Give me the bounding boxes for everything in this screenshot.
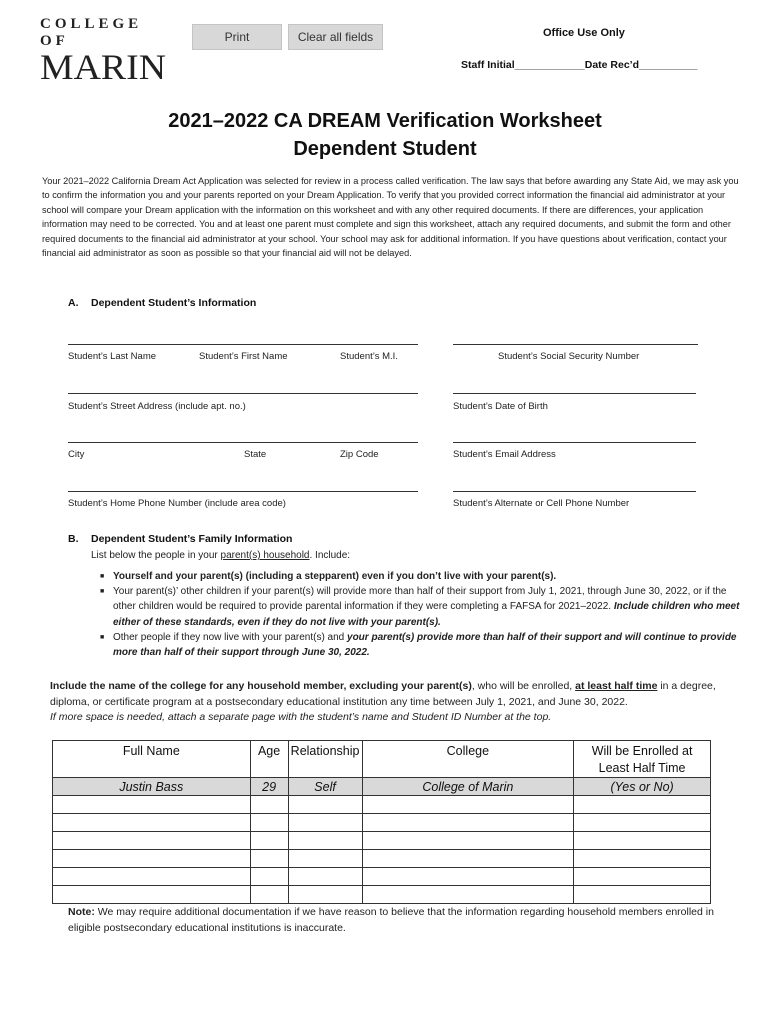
table-cell: College of Marin [362,778,574,796]
table-cell[interactable] [288,814,362,832]
cell-phone-field[interactable] [453,491,696,492]
table-row [53,850,711,868]
table-row [53,796,711,814]
email-field[interactable] [453,442,696,443]
table-cell: Self [288,778,362,796]
city-state-zip-field[interactable] [68,442,418,443]
table-cell[interactable] [250,832,288,850]
include-mid: , who will be enrolled, [471,680,576,692]
table-row-example [53,778,711,796]
table-cell: (Yes or No) [574,778,711,796]
table-cell[interactable] [53,886,251,904]
table-cell[interactable] [250,868,288,886]
table-cell[interactable] [250,796,288,814]
include-list [100,569,740,660]
list-item: ■ Yourself and your parent(s) (including a stepparent) even if you don’t live with your parent(s). [100,569,740,584]
college-logo [40,16,170,87]
table-cell[interactable] [53,832,251,850]
page-title: 2021–2022 CA DREAM Verification Worksheet [168,110,602,132]
section-b-letter: B. [68,533,79,545]
section-a-letter: A. [68,297,79,309]
section-b-intro-before: List below the people in your [91,550,221,561]
bullet3-emphasis: your parent(s) provide more than half of their support and will continue to provide more than half of their support through June 30, 2022. [113,631,737,659]
note-label: Note: [68,906,95,918]
street-address-field[interactable] [68,393,418,394]
logo-text-bottom: MARIN [40,47,167,87]
table-cell[interactable] [53,814,251,832]
household-table [52,740,711,904]
column-header: Relationship [288,741,362,778]
table-cell[interactable] [574,886,711,904]
section-b-intro-after: . Include: [309,550,351,561]
state-label: State [244,449,267,460]
table-cell[interactable] [53,868,251,886]
include-rest: in a degree, diploma, or certificate program at a postsecondary educational institution any time between July 1, 2021, and June 30, 2022. [50,680,716,708]
table-cell[interactable] [362,868,574,886]
ssn-field[interactable] [453,344,698,345]
section-b-title: Dependent Student’s Family Information [91,533,293,545]
office-use-label: Office Use Only [543,27,625,39]
table-cell[interactable] [250,850,288,868]
table-row [53,868,711,886]
table-cell[interactable] [53,796,251,814]
table-cell[interactable] [362,796,574,814]
table-cell[interactable] [250,886,288,904]
table-row [53,814,711,832]
section-b-intro [91,550,350,561]
staff-initial-date-line: Staff Initial____________Date Rec’d__________ [461,59,698,71]
home-phone-field[interactable] [68,491,418,492]
table-cell[interactable] [574,832,711,850]
table-row [53,886,711,904]
table-cell: Justin Bass [53,778,251,796]
note-text: We may require additional documentation if we have reason to believe that the information regarding household members enrolled in eligible postsecondary educational institutions is inaccurate. [68,906,714,934]
table-cell[interactable] [362,814,574,832]
first-name-label: Student’s First Name [199,351,288,362]
table-cell[interactable] [288,832,362,850]
include-italic: If more space is needed, attach a separate page with the student’s name and Student ID Number at the top. [50,711,552,723]
print-button[interactable]: Print [192,24,282,50]
table-cell[interactable] [574,796,711,814]
include-bold: Include the name of the college for any household member, excluding your parent(s) [50,680,472,692]
ssn-label: Student’s Social Security Number [498,351,640,362]
table-cell[interactable] [288,868,362,886]
include-underline: at least half time [575,680,658,692]
intro-paragraph: Your 2021–2022 California Dream Act Application was selected for review in a process called verification. The law says that before awarding any State Aid, we may ask you to confirm the information you and your parents reported on your Dream Application. To verify that you provided correct information the financial aid administrator at your school will compare your Dream application with the information on this worksheet and with any other required documents. If there are differences, your application information may need to be corrected. You and at least one parent must complete and sign this worksheet, attach any required documents, and submit the form and other required documents to the financial aid administrator at your school. Your school may ask for additional information. If you have questions about verification, contact your financial aid administrator as soon as possible so that your financial aid will not be delayed. [42,176,739,259]
bullet2-text: Your parent(s)’ other children if your parent(s) will provide more than half of their support from July 1, 2021, through June 30, 2022, or if the other children would be required to provide parental information if they were completing a FAFSA for 2021–2022. [113,586,727,613]
zip-label: Zip Code [340,449,379,460]
table-cell: 29 [250,778,288,796]
page-subtitle: Dependent Student [293,138,477,160]
home-phone-label: Student’s Home Phone Number (include area code) [68,498,286,509]
street-label: Student’s Street Address (include apt. no.) [68,401,246,412]
column-header: Age [250,741,288,778]
table-cell[interactable] [53,850,251,868]
name-field[interactable] [68,344,418,345]
table-cell[interactable] [288,886,362,904]
email-label: Student’s Email Address [453,449,556,460]
table-row [53,832,711,850]
cell-phone-label: Student’s Alternate or Cell Phone Number [453,498,630,509]
section-a-title: Dependent Student’s Information [91,297,257,309]
bullet3-text: Other people if they now live with your parent(s) and [113,631,348,643]
table-header-row [53,741,711,778]
table-cell[interactable] [250,814,288,832]
section-b-intro-link: parent(s) household [220,550,310,561]
table-cell[interactable] [574,814,711,832]
mi-label: Student’s M.I. [340,351,398,362]
note-paragraph [68,905,748,936]
table-cell[interactable] [362,886,574,904]
column-header: Full Name [53,741,251,778]
table-cell[interactable] [574,868,711,886]
dob-field[interactable] [453,393,696,394]
table-cell[interactable] [362,832,574,850]
clear-all-fields-button[interactable]: Clear all fields [288,24,383,50]
table-cell[interactable] [574,850,711,868]
logo-text-top: COLLEGE OF [40,16,143,49]
list-item [100,584,740,630]
last-name-label: Student’s Last Name [68,351,157,362]
bullet2-emphasis: Include children who meet either of these standards, even if they do not live with your parent(s). [113,601,740,628]
table-cell[interactable] [362,850,574,868]
table-cell[interactable] [288,850,362,868]
table-cell[interactable] [288,796,362,814]
list-item [100,630,740,660]
include-college-paragraph [50,679,750,726]
column-header: Will be Enrolled at Least Half Time [574,741,711,778]
city-label: City [68,449,85,460]
column-header: College [362,741,574,778]
dob-label: Student’s Date of Birth [453,401,548,412]
